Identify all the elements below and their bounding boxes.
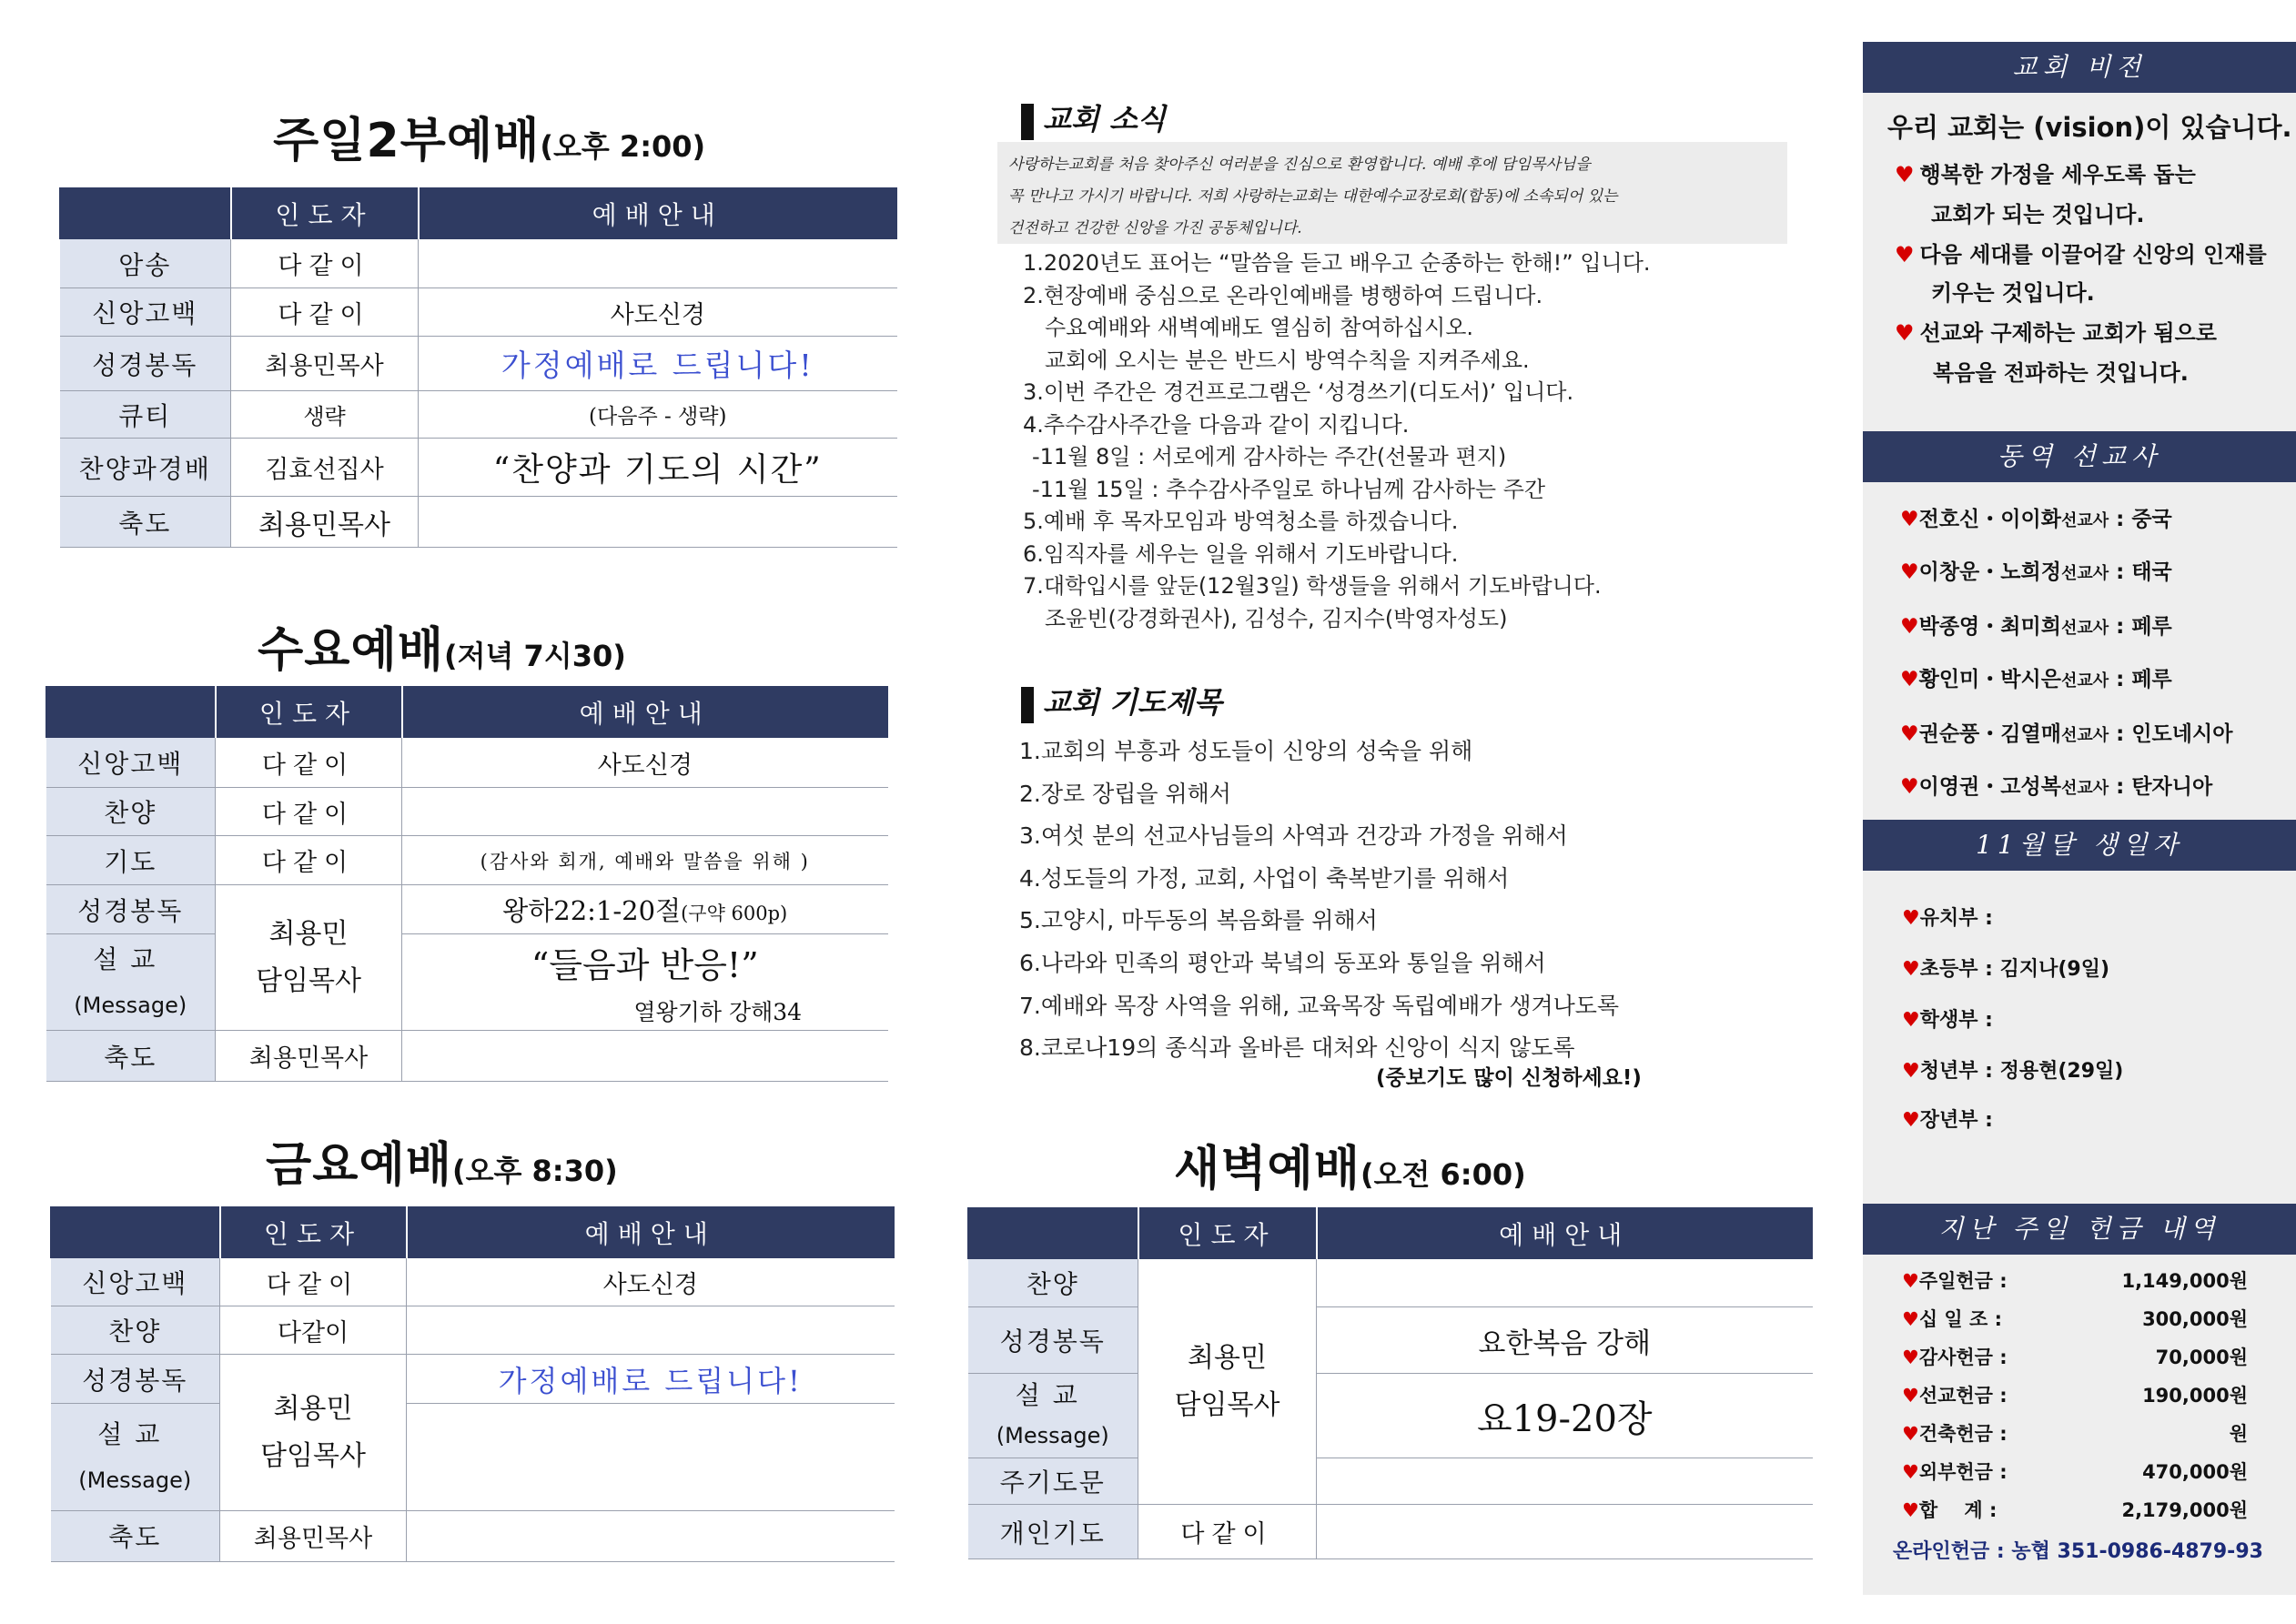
row-leader: 다같이 <box>220 1306 407 1355</box>
row-label: 축도 <box>46 1031 216 1082</box>
row-label: 축도 <box>51 1511 220 1562</box>
dawn-title-text: 새벽예배 <box>1174 1142 1360 1196</box>
news-item: 7.대학입시를 앞둔(12월3일) 학생들을 위해서 기도바랍니다. <box>1023 573 1602 599</box>
row-label <box>968 1374 1138 1458</box>
merged-leader <box>1138 1259 1317 1505</box>
header-guide: 예배안내 <box>402 687 888 738</box>
missionary-place: : 페루 <box>2109 615 2172 639</box>
leader-title: 담임목사 <box>1174 1388 1280 1421</box>
table-row <box>46 738 888 788</box>
news-item: 4.추수감사주간을 다음과 같이 지킵니다. <box>1023 411 1410 438</box>
prayer-item: 4.성도들의 가정, 교회, 사업이 축복받기를 위해서 <box>1019 864 1510 892</box>
row-guide <box>1317 1505 1813 1559</box>
row-label: 기도 <box>46 836 216 885</box>
table-row <box>51 1258 895 1306</box>
scripture-page: (구약 600p) <box>681 903 788 924</box>
wednesday-title-text: 수요예배 <box>258 623 444 678</box>
news-item: 3.이번 주간은 경건프로그램은 ‘성경쓰기(디도서)’ 입니다. <box>1023 379 1574 405</box>
table-row <box>46 885 888 934</box>
leader-title: 담임목사 <box>256 964 361 997</box>
table-row <box>60 337 897 391</box>
row-leader: 다같이 <box>216 836 402 885</box>
news-item: 1.2020년도 표어는 “말씀을 듣고 배우고 순종하는 한해!” 입니다. <box>1023 250 1651 276</box>
missionary-item <box>1900 610 2172 640</box>
row-guide <box>407 1511 895 1562</box>
header-empty <box>51 1207 220 1258</box>
table-row <box>968 1307 1813 1374</box>
row-guide: 가정예배로 드립니다! <box>407 1355 895 1404</box>
scripture-ref: 왕하22:1-20절 <box>502 895 682 926</box>
row-label: 축도 <box>60 497 231 548</box>
news-list <box>1023 247 1651 635</box>
header-leader: 인도자 <box>231 188 419 239</box>
missionary-item <box>1900 555 2172 585</box>
row-leader: 다같이 <box>216 738 402 788</box>
merged-leader <box>220 1355 407 1511</box>
heart-icon: ♥ <box>1900 722 1919 746</box>
news-heading <box>1021 96 1166 140</box>
missionary-role: 선교사 <box>2060 726 2109 745</box>
missionary-place: : 탄자니아 <box>2109 775 2213 799</box>
missionary-role: 선교사 <box>2060 779 2109 798</box>
row-guide <box>407 1306 895 1355</box>
heart-icon: ♥ <box>1902 958 1920 981</box>
row-guide: 가정예배로 드립니다! <box>419 337 897 391</box>
welcome-line: 건전하고 건강한 신앙을 가진 공동체입니다. <box>1008 219 1302 237</box>
news-item: -11월 8일 : 서로에게 감사하는 주간(선물과 편지) <box>1032 444 1507 469</box>
news-item: 5.예배 후 목자모임과 방역청소를 하겠습니다. <box>1023 509 1459 534</box>
offering-label: 합 계 : <box>1918 1499 1998 1521</box>
row-guide <box>402 885 888 934</box>
offering-amount: 2,179,000원 <box>2121 1499 2248 1521</box>
label-message: (Message) <box>996 1423 1109 1448</box>
label-sermon: 설교 <box>93 943 168 974</box>
row-guide <box>407 1404 895 1511</box>
header-empty <box>968 1208 1138 1259</box>
row-guide <box>419 239 897 288</box>
leader-name: 최용민 <box>273 1392 353 1425</box>
row-label: 신앙고백 <box>46 738 216 788</box>
heart-icon: ♥ <box>1902 1308 1919 1330</box>
row-label: 찬양 <box>51 1306 220 1355</box>
missionary-names: 박종영・최미희 <box>1918 615 2061 639</box>
header-guide: 예배안내 <box>419 188 897 239</box>
heart-icon: ♥ <box>1902 907 1920 930</box>
online-offering-account: 온라인헌금 : 농협 351-0986-4879-93 <box>1893 1540 2263 1563</box>
row-guide <box>402 934 888 1031</box>
row-guide: (감사와 회개, 예배와 말씀을 위해 ) <box>402 836 888 885</box>
table-row <box>51 1306 895 1355</box>
sermon-series: 열왕기하 강해34 <box>633 999 803 1025</box>
missionaries-heading: 동역 선교사 <box>1863 431 2296 482</box>
table-row <box>46 836 888 885</box>
birthdays-heading: 11월달 생일자 <box>1863 820 2296 871</box>
prayer-item: 6.나라와 민족의 평안과 북녘의 동포와 통일을 위해서 <box>1019 949 1546 976</box>
prayer-heading-text: 교회 기도제목 <box>1043 685 1222 720</box>
row-guide <box>1317 1458 1813 1505</box>
birthday-text: 장년부 : <box>1919 1109 1993 1132</box>
news-item: 교회에 오시는 분은 반드시 방역수칙을 지켜주세요. <box>1045 347 1530 373</box>
birthday-text: 유치부 : <box>1919 907 1993 930</box>
heart-icon: ♥ <box>1900 508 1919 531</box>
row-guide <box>1317 1259 1813 1307</box>
header-guide: 예배안내 <box>1317 1208 1813 1259</box>
missionary-names: 황인미・박시은 <box>1918 668 2061 691</box>
wednesday-header-row <box>46 687 888 738</box>
section-bar-icon <box>1021 104 1034 140</box>
row-label <box>51 1404 220 1511</box>
table-row <box>60 239 897 288</box>
offering-label: 주일헌금 : <box>1918 1270 2008 1292</box>
vision-item <box>1895 315 2217 347</box>
offering-row <box>1902 1381 2248 1408</box>
birthday-text: 학생부 : <box>1919 1009 1993 1032</box>
leader-name: 최용민 <box>268 917 349 950</box>
news-item: 수요예배와 새벽예배도 열심히 참여하십시오. <box>1045 315 1474 340</box>
missionary-place: : 태국 <box>2109 560 2172 584</box>
missionary-place: : 중국 <box>2109 508 2172 531</box>
sunday2-table <box>59 187 897 548</box>
heart-icon: ♥ <box>1902 1385 1919 1407</box>
news-item: 조윤빈(강경화권사), 김성수, 김지수(박영자성도) <box>1045 605 1508 631</box>
missionary-names: 이창운・노희정 <box>1918 560 2061 584</box>
offering-amount: 1,149,000원 <box>2121 1270 2248 1292</box>
news-heading-text: 교회 소식 <box>1043 102 1166 136</box>
table-row <box>968 1259 1813 1307</box>
offering-amount: 470,000원 <box>2142 1461 2248 1483</box>
sunday2-title-text: 주일2부예배 <box>273 114 541 168</box>
vision-heading: 교회 비전 <box>1863 42 2296 93</box>
merged-leader <box>216 885 402 1031</box>
heart-icon: ♥ <box>1902 1461 1919 1483</box>
header-guide: 예배안내 <box>407 1207 895 1258</box>
vision-lead: 우리 교회는 (vision)이 있습니다. <box>1887 112 2292 143</box>
table-row <box>60 391 897 439</box>
table-row <box>60 288 897 337</box>
offering-row <box>1902 1305 2248 1332</box>
row-label: 큐티 <box>60 391 231 439</box>
prayer-heading <box>1021 680 1222 723</box>
header-leader: 인도자 <box>220 1207 407 1258</box>
prayer-item: 1.교회의 부흥과 성도들이 신앙의 성숙을 위해 <box>1019 738 1473 764</box>
leader-title: 담임목사 <box>260 1439 366 1472</box>
heart-icon: ♥ <box>1900 615 1919 639</box>
heart-icon: ♥ <box>1902 1347 1919 1368</box>
wednesday-time: (저녁 7시30) <box>443 639 626 673</box>
row-label: 신앙고백 <box>60 288 231 337</box>
missionary-role: 선교사 <box>2060 671 2109 691</box>
row-guide: (다음주 - 생략) <box>419 391 897 439</box>
row-leader: 다같이 <box>1138 1505 1317 1559</box>
heart-icon: ♥ <box>1900 668 1919 691</box>
heart-icon: ♥ <box>1902 1270 1919 1292</box>
row-label: 주기도문 <box>968 1458 1138 1505</box>
news-item: 2.현장예배 중심으로 온라인예배를 병행하여 드립니다. <box>1023 282 1543 308</box>
row-guide <box>419 497 897 548</box>
table-row <box>46 934 888 1031</box>
table-row <box>51 1355 895 1404</box>
offering-amount: 70,000원 <box>2155 1347 2248 1368</box>
heart-icon: ♥ <box>1902 1009 1920 1032</box>
birthday-text: 청년부 : 정용현(29일) <box>1919 1060 2124 1083</box>
dawn-title <box>1174 1130 1526 1198</box>
missionary-item <box>1900 770 2212 800</box>
wednesday-title <box>258 611 626 680</box>
sunday2-title <box>273 102 705 170</box>
birthday-item <box>1902 903 1993 931</box>
table-row <box>46 788 888 836</box>
sunday2-time: (오후 2:00) <box>540 129 706 164</box>
header-empty <box>46 687 216 738</box>
prayer-item: 8.코로나19의 종식과 올바른 대처와 신앙이 식지 않도록 <box>1019 1034 1575 1062</box>
birthday-text: 초등부 : 김지나(9일) <box>1919 958 2110 981</box>
label-message: (Message) <box>78 1467 192 1493</box>
row-leader: 최용민목사 <box>231 337 419 391</box>
row-label: 찬양 <box>968 1259 1138 1307</box>
wednesday-table <box>46 686 888 1082</box>
vision-line: 선교와 구제하는 교회가 됨으로 <box>1919 320 2217 346</box>
heart-icon: ♥ <box>1900 560 1919 584</box>
vision-line: 교회가 되는 것입니다. <box>1931 202 2145 227</box>
table-row <box>60 497 897 548</box>
sermon-title: “들음과 반응!” <box>531 945 759 985</box>
welcome-notice <box>997 142 1787 244</box>
dawn-table <box>967 1207 1813 1559</box>
dawn-header-row <box>968 1208 1813 1259</box>
row-guide: 사도신경 <box>402 738 888 788</box>
offering-label: 선교헌금 : <box>1918 1385 2008 1407</box>
row-leader: 다같이 <box>220 1258 407 1306</box>
heart-icon: ♥ <box>1900 775 1919 799</box>
row-leader: 다같이 <box>216 788 402 836</box>
table-row <box>60 439 897 497</box>
row-leader: 최용민목사 <box>231 497 419 548</box>
prayer-item: 3.여섯 분의 선교사님들의 사역과 건강과 가정을 위해서 <box>1019 822 1568 850</box>
birthday-item <box>1902 1004 1993 1033</box>
missionary-item <box>1900 662 2172 692</box>
offering-label: 건축헌금 : <box>1918 1423 2008 1445</box>
label-sermon: 설교 <box>1015 1380 1090 1410</box>
prayer-item: 2.장로 장립을 위해서 <box>1019 780 1231 807</box>
heart-icon: ♥ <box>1902 1423 1919 1445</box>
offering-label: 외부헌금 : <box>1918 1461 2008 1483</box>
prayer-item: 7.예배와 목장 사역을 위해, 교육목장 독립예배가 생겨나도록 <box>1019 992 1620 1019</box>
vision-line: 키우는 것입니다. <box>1931 280 2095 306</box>
row-label: 개인기도 <box>968 1505 1138 1559</box>
row-label: 찬양과경배 <box>60 439 231 497</box>
heart-icon: ♥ <box>1895 320 1915 346</box>
offering-amount: 190,000원 <box>2142 1385 2248 1407</box>
vision-item <box>1895 156 2196 188</box>
missionary-place: : 페루 <box>2109 668 2172 691</box>
offering-row <box>1902 1266 2248 1294</box>
table-row <box>968 1374 1813 1458</box>
label-sermon: 설교 <box>97 1418 173 1449</box>
heart-icon: ♥ <box>1895 242 1915 267</box>
row-leader: 최용민목사 <box>220 1511 407 1562</box>
table-row <box>51 1404 895 1511</box>
sunday2-header-row <box>60 188 897 239</box>
table-row <box>968 1505 1813 1559</box>
table-row <box>46 1031 888 1082</box>
row-guide: 사도신경 <box>407 1258 895 1306</box>
section-bar-icon <box>1021 687 1034 723</box>
dawn-time: (오전 6:00) <box>1360 1157 1526 1192</box>
header-leader: 인도자 <box>1138 1208 1317 1259</box>
friday-header-row <box>51 1207 895 1258</box>
heart-icon: ♥ <box>1895 162 1915 187</box>
row-guide: 요한복음 강해 <box>1317 1307 1813 1374</box>
prayer-item: 5.고양시, 마두동의 복음화를 위해서 <box>1019 907 1378 934</box>
news-item: -11월 15일 : 추수감사주일로 하나님께 감사하는 주간 <box>1032 476 1546 502</box>
row-guide: 요19-20장 <box>1317 1374 1813 1458</box>
row-label: 성경봉독 <box>46 885 216 934</box>
heart-icon: ♥ <box>1902 1499 1919 1521</box>
label-message: (Message) <box>74 992 187 1018</box>
offering-amount: 원 <box>2229 1423 2248 1445</box>
prayer-list <box>1019 731 1619 1070</box>
news-item: 6.임직자를 세우는 일을 위해서 기도바랍니다. <box>1023 540 1459 567</box>
birthday-item <box>1902 1105 1993 1133</box>
row-label: 성경봉독 <box>968 1307 1138 1374</box>
row-guide <box>402 1031 888 1082</box>
row-leader: 다같이 <box>231 288 419 337</box>
offering-amount: 300,000원 <box>2142 1308 2248 1330</box>
friday-time: (오후 8:30) <box>451 1154 618 1188</box>
row-leader: 최용민목사 <box>216 1031 402 1082</box>
header-empty <box>60 188 231 239</box>
row-leader: 다같이 <box>231 239 419 288</box>
row-label: 신앙고백 <box>51 1258 220 1306</box>
missionary-role: 선교사 <box>2060 619 2109 638</box>
friday-title <box>266 1126 618 1195</box>
offering-label: 감사헌금 : <box>1918 1347 2008 1368</box>
missionary-item <box>1900 717 2232 747</box>
row-label: 찬양 <box>46 788 216 836</box>
row-label <box>46 934 216 1031</box>
table-row <box>51 1511 895 1562</box>
missionary-place: : 인도네시아 <box>2109 722 2233 746</box>
row-label: 성경봉독 <box>60 337 231 391</box>
row-guide <box>402 788 888 836</box>
row-label: 암송 <box>60 239 231 288</box>
leader-name: 최용민 <box>1188 1341 1267 1374</box>
vision-line: 복음을 전파하는 것입니다. <box>1933 360 2189 386</box>
birthday-item <box>1902 953 2109 982</box>
welcome-line: 사랑하는교회를 처음 찾아주신 여러분을 진심으로 환영합니다. 예배 후에 담임목사님을 <box>1008 156 1591 174</box>
friday-table <box>50 1206 895 1562</box>
missionary-names: 권순풍・김열매 <box>1918 722 2061 746</box>
row-leader: 생략 <box>231 391 419 439</box>
missionary-item <box>1900 502 2172 532</box>
heart-icon: ♥ <box>1902 1060 1920 1083</box>
prayer-note: (중보기도 많이 신청하세요!) <box>1376 1066 1642 1090</box>
row-guide: 사도신경 <box>419 288 897 337</box>
row-label: 성경봉독 <box>51 1355 220 1404</box>
missionary-role: 선교사 <box>2060 511 2109 530</box>
offering-label: 십 일 조 : <box>1918 1308 2003 1330</box>
row-guide: “찬양과 기도의 시간” <box>419 439 897 497</box>
vision-line: 행복한 가정을 세우도록 돕는 <box>1919 162 2196 187</box>
missionary-role: 선교사 <box>2060 564 2109 583</box>
table-row <box>968 1458 1813 1505</box>
welcome-line: 꼭 만나고 가시기 바랍니다. 저희 사랑하는교회는 대한예수교장로회(합동)에 소속되어 있는 <box>1008 187 1618 206</box>
heart-icon: ♥ <box>1902 1109 1920 1132</box>
offering-row <box>1902 1343 2248 1370</box>
vision-item <box>1895 237 2267 268</box>
missionary-names: 전호신・이이화 <box>1918 508 2061 531</box>
offering-row <box>1902 1458 2248 1485</box>
vision-line: 다음 세대를 이끌어갈 신앙의 인재를 <box>1919 242 2267 267</box>
missionary-names: 이영권・고성복 <box>1918 775 2061 799</box>
offering-row <box>1902 1419 2248 1447</box>
row-leader: 김효선집사 <box>231 439 419 497</box>
birthday-item <box>1902 1055 2123 1084</box>
offering-heading: 지난 주일 헌금 내역 <box>1863 1204 2296 1255</box>
header-leader: 인도자 <box>216 687 402 738</box>
friday-title-text: 금요예배 <box>266 1138 452 1193</box>
offering-row <box>1902 1496 2248 1523</box>
